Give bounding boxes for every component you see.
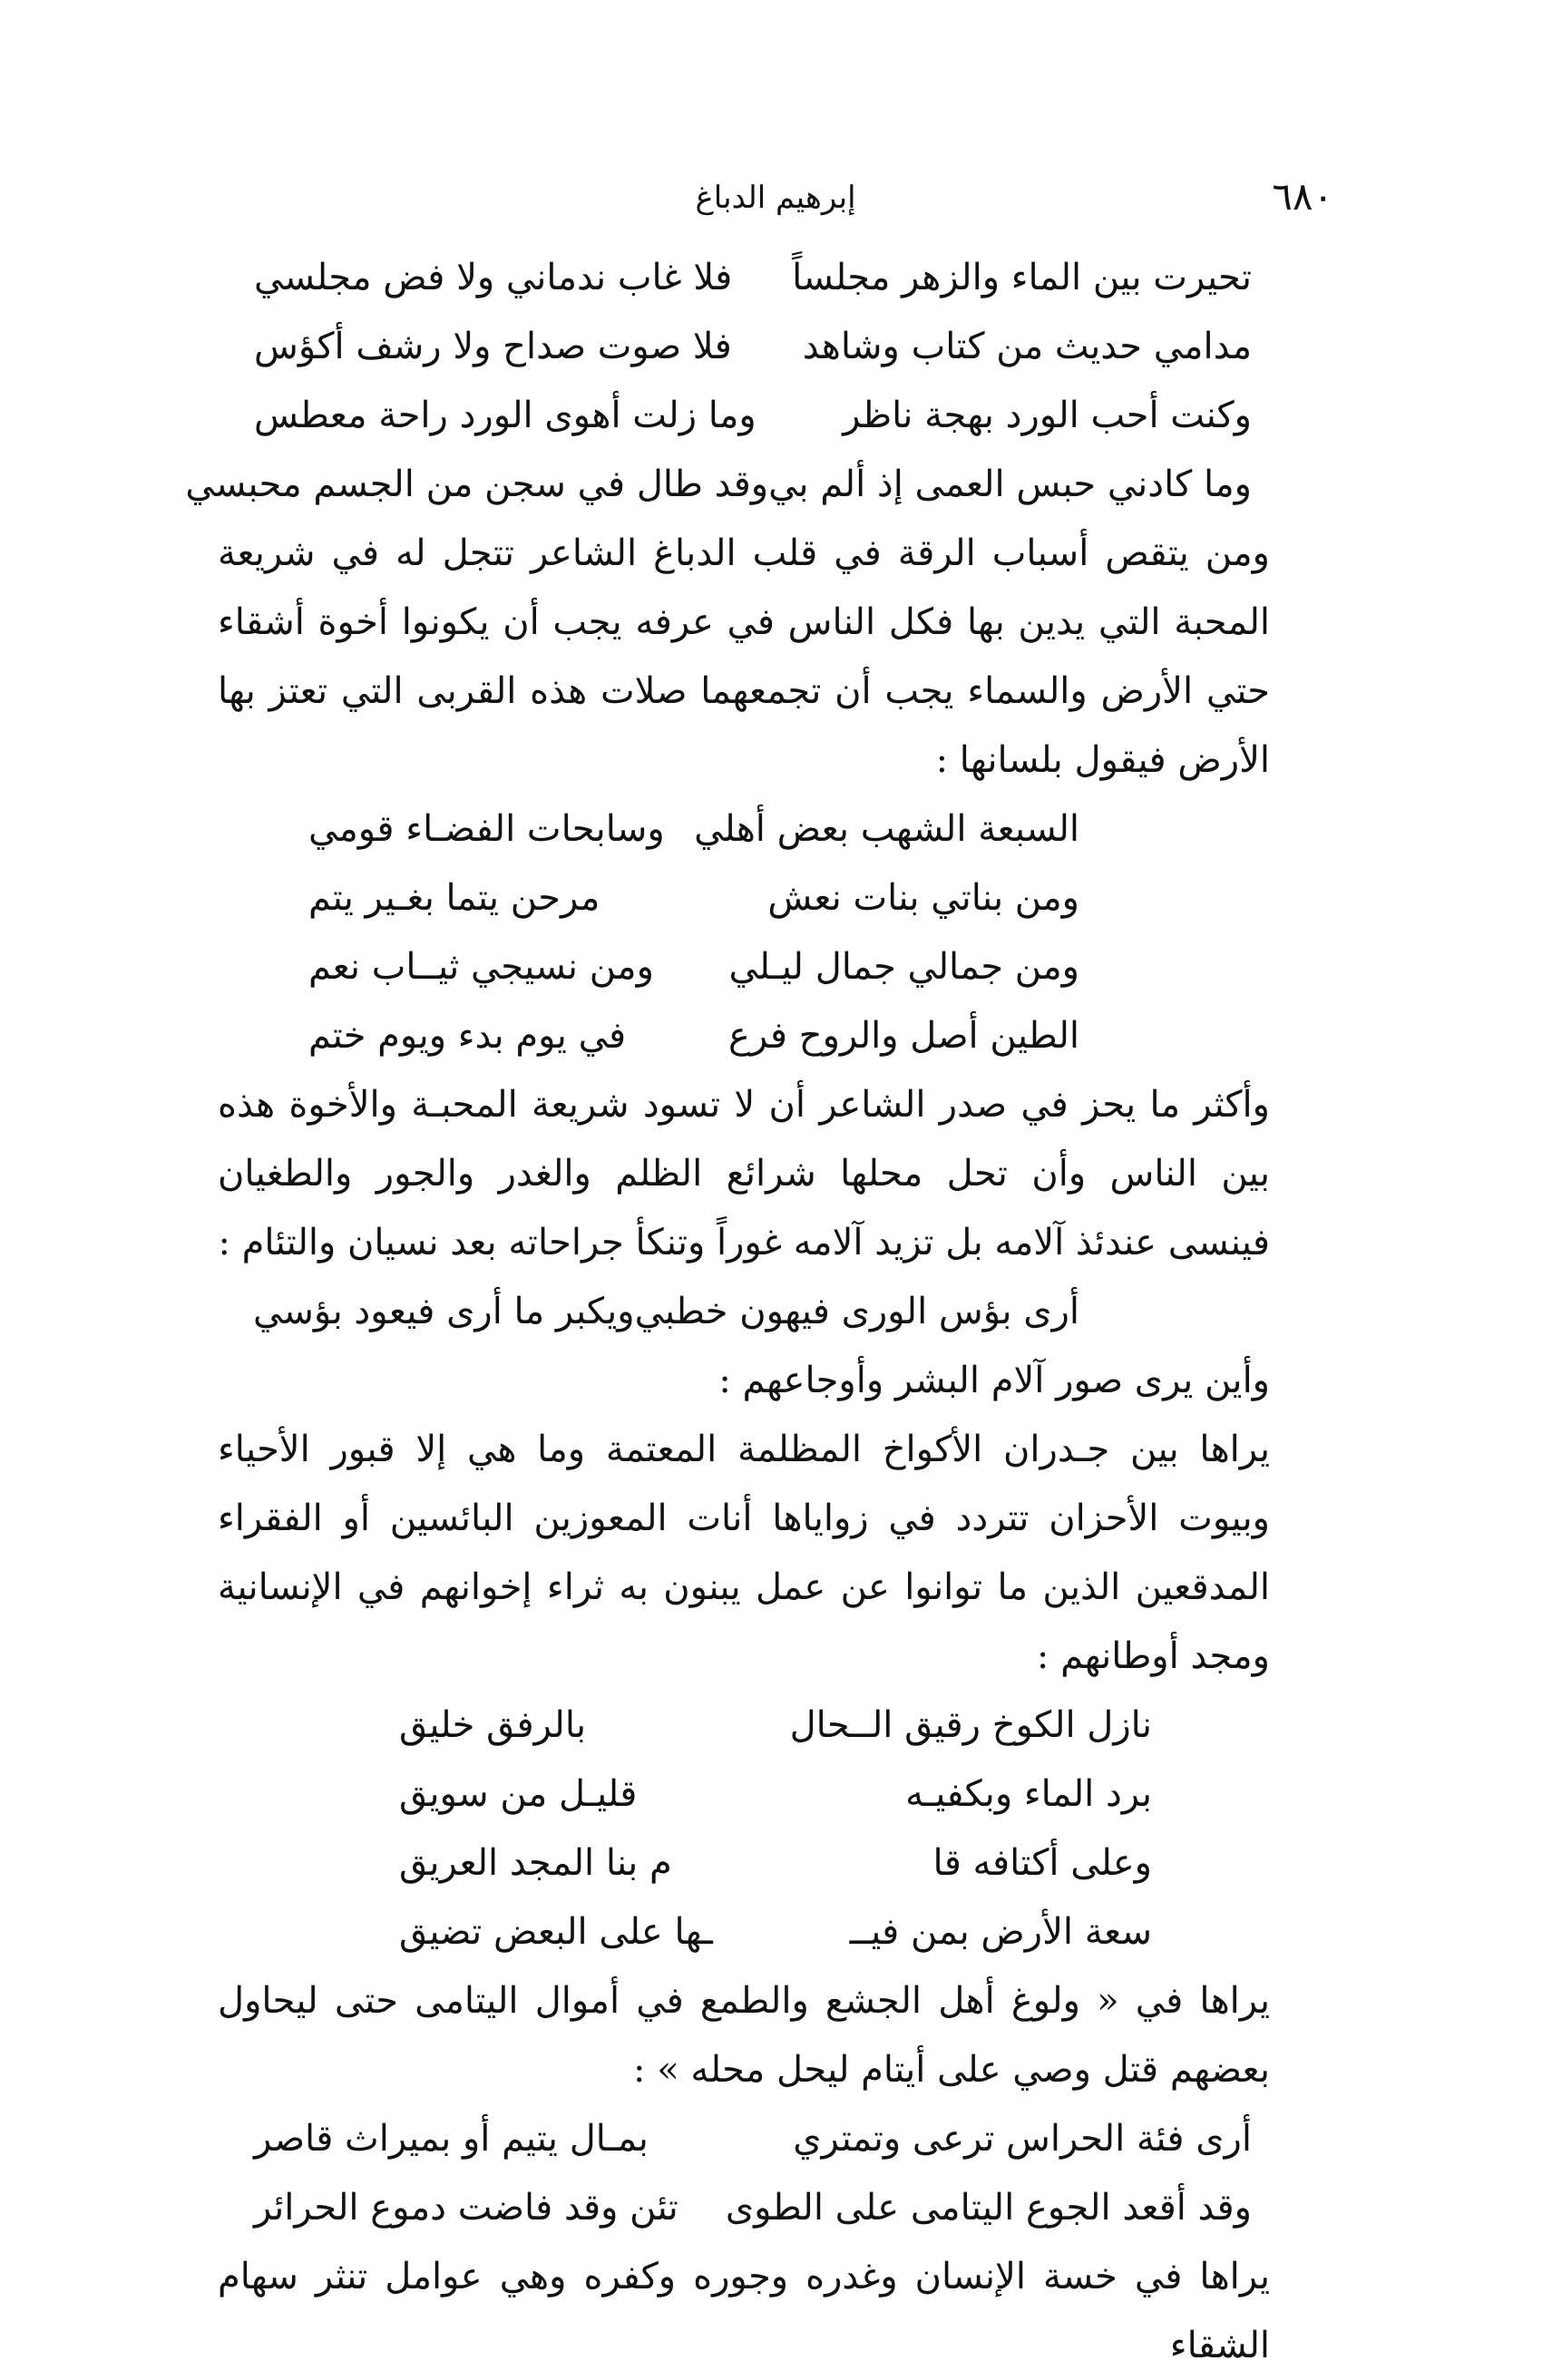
verse-first-hemistich: ومن بناتي بنات نعش — [767, 877, 1079, 919]
verse-line — [399, 1829, 1152, 1897]
poem-block — [218, 1277, 1333, 1346]
page-body — [185, 243, 1333, 2380]
verse-first-hemistich: وعلى أكتافه قا — [932, 1842, 1152, 1884]
verse-second-hemistich: بمـال يتيم أو بميراث قاصر — [254, 2118, 649, 2160]
verse-second-hemistich: ومن نسيجي ثيــاب نعم — [308, 946, 654, 988]
running-title: إبرهيم الدباغ — [695, 180, 856, 216]
verse-line — [185, 450, 1252, 519]
verse-second-hemistich: بالرفق خليق — [399, 1704, 587, 1746]
verse-second-hemistich: ـها على البعض تضيق — [399, 1911, 713, 1953]
verse-first-hemistich: أرى بؤس الورى فيهون خطبي — [634, 1291, 1079, 1332]
verse-line — [308, 1001, 1079, 1070]
poem-block — [218, 1691, 1333, 1966]
verse-first-hemistich: تحيرت بين الماء والزهر مجلساً — [792, 257, 1252, 298]
verse-first-hemistich: السبعة الشهب بعض أهلي — [694, 808, 1079, 850]
verse-second-hemistich: وقد طال في سجن من الجسم محبسي — [185, 463, 769, 505]
verse-second-hemistich: تئن وقد فاضت دموع الحرائر — [254, 2187, 678, 2229]
paragraph: ومن يتقص أسباب الرقة في قلب الدباغ الشاعر تتجل له في شريعة المحبة التي يدين بها فكل الناس في عرفه يجب أن يكونوا أخوة أشقاء حتي الأرض والسماء يجب أن تجمعهما صلات هذه القربى التي تعتز بها الأرض فيقول بلسانها : — [218, 532, 1270, 781]
page-number: ٦٨٠ — [1272, 174, 1333, 219]
verse-line — [254, 243, 1252, 312]
verse-line — [308, 795, 1079, 863]
poem-block — [218, 795, 1333, 1070]
verse-first-hemistich: ومن جمالي جمال ليـلي — [728, 946, 1079, 988]
verse-line — [254, 381, 1252, 450]
verse-first-hemistich: وقد أقعد الجوع اليتامى على الطوى — [725, 2187, 1252, 2229]
verse-first-hemistich: مدامي حديث من كتاب وشاهد — [802, 326, 1252, 367]
paragraph: وأين يرى صور آلام البشر وأوجاعهم : — [718, 1360, 1270, 1401]
page-header — [218, 174, 1333, 229]
paragraph: يراها بين جـدران الأكواخ المظلمة المعتمة وما هي إلا قبور الأحياء وبيوت الأحزان تتردد في زواياها أنات المعوزين البائسين أو الفقراء المدقعين الذين ما توانوا عن عمل يبنون به ثراء إخوانهم في الإنسانية ومجد أوطانهم : — [218, 1429, 1270, 1677]
paragraph: وأكثر ما يحز في صدر الشاعر أن لا تسود شريعة المحبـة والأخوة هذه بين الناس وأن تحل محلها شرائع الظلم والغدر والجور والطغيان فينسى عندئذ آلامه بل تزيد آلامه غوراً وتنكأ جراحاته بعد نسيان والتئام : — [218, 1084, 1270, 1263]
paragraph: يراها في « ولوغ أهل الجشع والطمع في أموال اليتامى حتى ليحاول بعضهم قتل وصي على أيتام ليحل محله » : — [218, 1980, 1270, 2091]
verse-line — [253, 1277, 1079, 1346]
verse-second-hemistich: فلا غاب ندماني ولا فض مجلسي — [254, 257, 733, 298]
verse-second-hemistich: في يوم بدء ويوم ختم — [308, 1015, 627, 1057]
verse-second-hemistich: فلا صوت صداح ولا رشف أكؤس — [254, 326, 732, 367]
verse-second-hemistich: وما زلت أهوى الورد راحة معطس — [254, 395, 756, 436]
verse-first-hemistich: نازل الكوخ رقيق الــحال — [789, 1704, 1152, 1746]
poem-block — [218, 2104, 1333, 2242]
verse-second-hemistich: ويكبر ما أرى فيعود بؤسي — [253, 1291, 635, 1332]
verse-first-hemistich: الطين أصل والروح فرع — [727, 1015, 1079, 1057]
verse-first-hemistich: برد الماء وبكفيـه — [905, 1773, 1152, 1815]
paragraph: يراها في خسة الإنسان وغدره وجوره وكفره وهي عوامل تنثر سهام الشقاء — [218, 2256, 1270, 2366]
verse-line — [399, 1760, 1152, 1829]
verse-line — [399, 1691, 1152, 1760]
verse-second-hemistich: م بنا المجد العريق — [399, 1842, 672, 1884]
poem-block — [185, 243, 1333, 519]
verse-first-hemistich: وكنت أحب الورد بهجة ناظر — [843, 395, 1252, 436]
verse-line — [308, 863, 1079, 932]
verse-line — [254, 2104, 1252, 2173]
verse-second-hemistich: مرحن يتما بغـير يتم — [308, 877, 600, 919]
verse-second-hemistich: وسابحات الفضـاء قومي — [308, 808, 665, 850]
verse-first-hemistich: أرى فئة الحراس ترعى وتمتري — [793, 2118, 1252, 2160]
verse-line — [254, 312, 1252, 381]
verse-line — [308, 932, 1079, 1001]
verse-first-hemistich: وما كادني حبس العمى إذ ألم بي — [768, 463, 1252, 505]
verse-line — [254, 2173, 1252, 2242]
verse-first-hemistich: سعة الأرض بمن فيــ — [849, 1911, 1152, 1953]
verse-second-hemistich: قليـل من سويق — [399, 1773, 638, 1815]
verse-line — [399, 1897, 1152, 1966]
